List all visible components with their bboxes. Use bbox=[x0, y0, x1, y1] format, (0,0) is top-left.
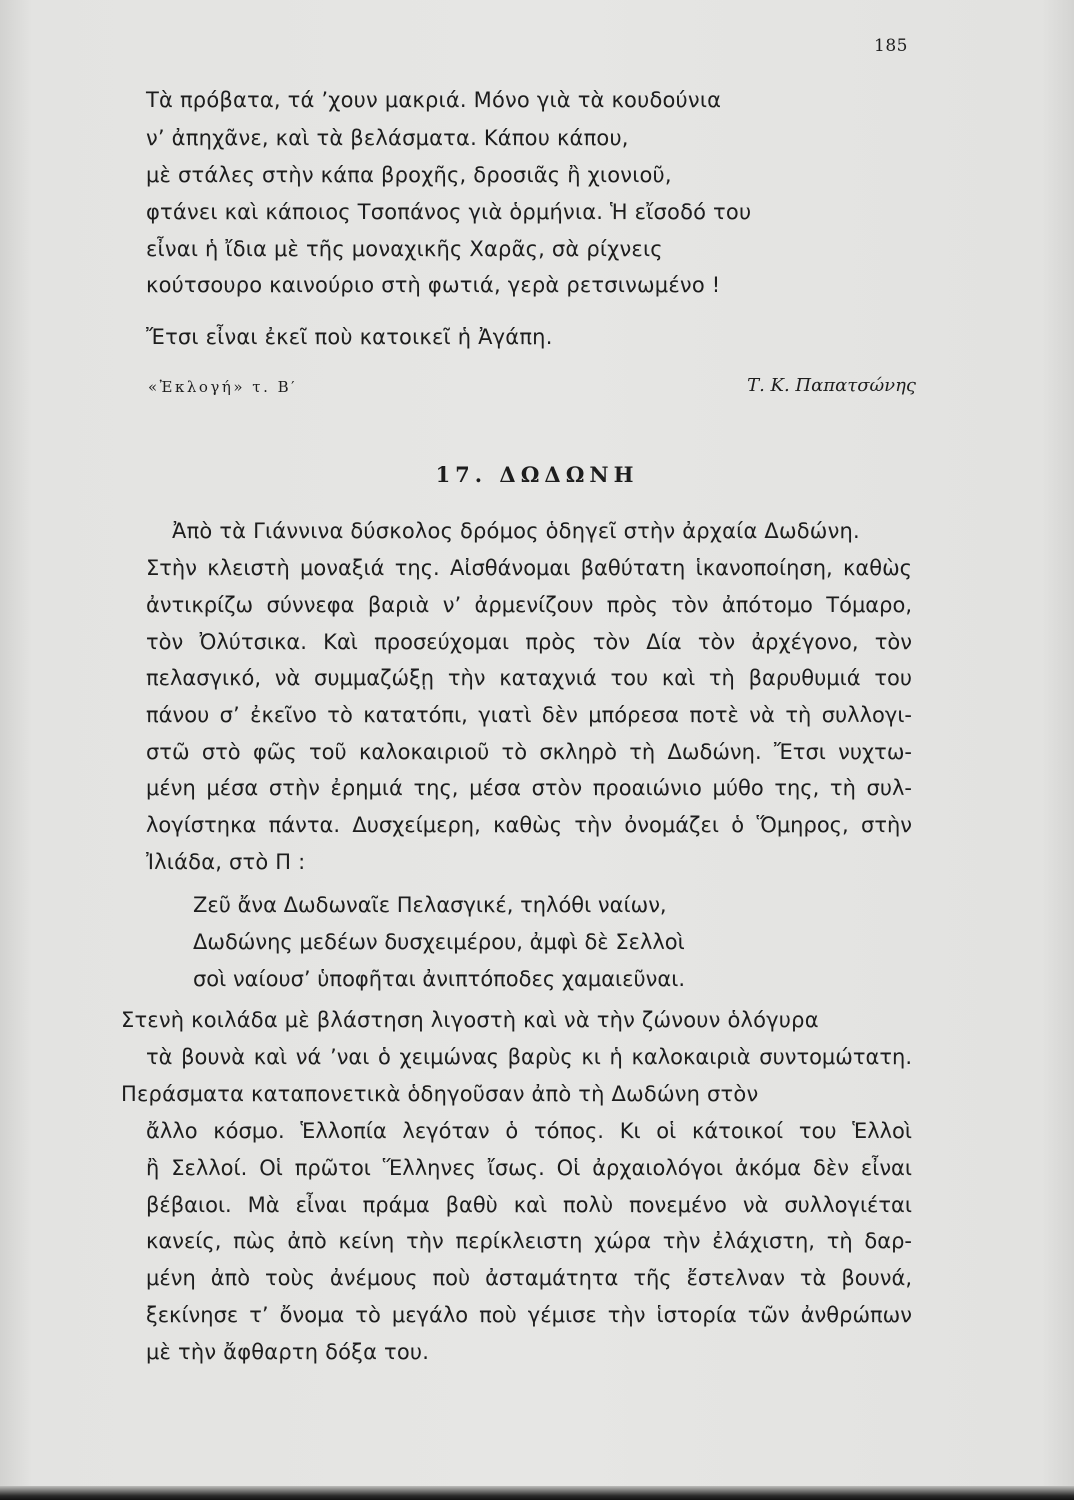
paragraph-line: ἄλλο κόσμο. Ἑλλοπία λεγόταν ὁ τόπος. Κι οἱ κάτοικοί του Ἑλλοὶ bbox=[146, 1119, 912, 1143]
paragraph-line: Ἰλιάδα, στὸ Π : bbox=[146, 850, 306, 874]
poem-line: Τὰ πρόβατα, τά ’χουν μακριά. Μόνο γιὰ τὰ κουδούνια bbox=[146, 88, 722, 112]
paragraph-line: ἢ Σελλοί. Οἱ πρῶτοι Ἕλληνες ἴσως. Οἱ ἀρχαιολόγοι ἀκόμα δὲν εἶναι bbox=[146, 1156, 912, 1180]
paragraph-line: πάνου σ’ ἐκεῖνο τὸ κατατόπι, γιατὶ δὲν μπόρεσα ποτὲ νὰ τὴ συλλογι- bbox=[146, 703, 912, 727]
poem-line: Ἔτσι εἶναι ἐκεῖ ποὺ κατοικεῖ ἡ Ἀγάπη. bbox=[146, 325, 553, 349]
paragraph-line: μένη μέσα στὴν ἐρημιά της, μέσα στὸν προαιώνιο μύθο της, τὴ συλ- bbox=[146, 776, 912, 800]
paragraph-line: Περάσματα καταπονετικὰ ὁδηγοῦσαν ἀπὸ τὴ Δωδώνη στὸν bbox=[121, 1082, 759, 1106]
verse-line: σοὶ ναίουσ’ ὑποφῆται ἀνιπτόποδες χαμαιεῦναι. bbox=[193, 967, 685, 991]
poem-line: μὲ στάλες στὴν κάπα βροχῆς, δροσιᾶς ἢ χιονιοῦ, bbox=[146, 163, 672, 187]
paragraph-line: Στὴν κλειστὴ μοναξιά της. Αἰσθάνομαι βαθύτατη ἱκανοποίηση, καθὼς bbox=[146, 556, 912, 580]
poem-line: κούτσουρο καινούριο στὴ φωτιά, γερὰ ρετσινωμένο ! bbox=[146, 273, 721, 297]
source-citation: «Ἐκλογή» τ. Β′ bbox=[148, 378, 298, 396]
page-number: 185 bbox=[874, 36, 908, 56]
author-name: Τ. Κ. Παπατσώνης bbox=[747, 375, 916, 396]
paragraph-line: λογίστηκα πάντα. Δυσχείμερη, καθὼς τὴν ὀνομάζει ὁ Ὅμηρος, στὴν bbox=[146, 813, 912, 837]
paragraph-line: κανείς, πὼς ἀπὸ κείνη τὴν περίκλειστη χώρα τὴν ἐλάχιστη, τὴ δαρ- bbox=[146, 1229, 912, 1253]
poem-line: εἶναι ἡ ἴδια μὲ τῆς μοναχικῆς Χαρᾶς, σὰ ρίχνεις bbox=[146, 237, 663, 261]
paragraph-line: βέβαιοι. Μὰ εἶναι πράμα βαθὺ καὶ πολὺ πονεμένο νὰ συλλογιέται bbox=[146, 1193, 912, 1217]
chapter-heading: 17. ΔΩΔΩΝΗ bbox=[435, 462, 639, 487]
paragraph-line: πελασγικό, νὰ συμμαζώξῃ τὴν καταχνιά του καὶ τὴ βαρυθυμιά του bbox=[146, 666, 912, 690]
page-bottom-edge bbox=[0, 1486, 1074, 1500]
paragraph-line: μένη ἀπὸ τοὺς ἀνέμους ποὺ ἀσταμάτητα τῆς ἔστελναν τὰ βουνά, bbox=[146, 1266, 912, 1290]
paragraph-line: Ἀπὸ τὰ Γιάννινα δύσκολος δρόμος ὁδηγεῖ στὴν ἀρχαία Δωδώνη. bbox=[172, 519, 860, 543]
paragraph-line: μὲ τὴν ἄφθαρτη δόξα του. bbox=[146, 1340, 430, 1364]
verse-line: Δωδώνης μεδέων δυσχειμέρου, ἀμφὶ δὲ Σελλοὶ bbox=[193, 930, 685, 954]
paragraph-line: ἀντικρίζω σύννεφα βαριὰ ν’ ἀρμενίζουν πρὸς τὸν ἀπότομο Τόμαρο, bbox=[146, 593, 912, 617]
verse-line: Ζεῦ ἄνα Δωδωναῖε Πελασγικέ, τηλόθι ναίων, bbox=[193, 893, 667, 917]
paragraph-line: τὸν Ὀλύτσικα. Καὶ προσεύχομαι πρὸς τὸν Δία τὸν ἀρχέγονο, τὸν bbox=[146, 630, 912, 654]
poem-line: φτάνει καὶ κάποιος Τσοπάνος γιὰ ὁρμήνια. Ἡ εἴσοδό του bbox=[146, 200, 752, 224]
paragraph-line: στῶ στὸ φῶς τοῦ καλοκαιριοῦ τὸ σκληρὸ τὴ Δωδώνη. Ἔτσι νυχτω- bbox=[146, 740, 912, 764]
paragraph-line: Στενὴ κοιλάδα μὲ βλάστηση λιγοστὴ καὶ νὰ τὴν ζώνουν ὁλόγυρα bbox=[121, 1008, 819, 1032]
poem-line: ν’ ἀπηχᾶνε, καὶ τὰ βελάσματα. Κάπου κάπου, bbox=[146, 126, 629, 150]
paragraph-line: ξεκίνησε τ’ ὄνομα τὸ μεγάλο ποὺ γέμισε τὴν ἱστορία τῶν ἀνθρώπων bbox=[146, 1303, 912, 1327]
paragraph-line: τὰ βουνὰ καὶ νά ’ναι ὁ χειμώνας βαρὺς κι ἡ καλοκαιριὰ συντομώτατη. bbox=[146, 1045, 912, 1069]
